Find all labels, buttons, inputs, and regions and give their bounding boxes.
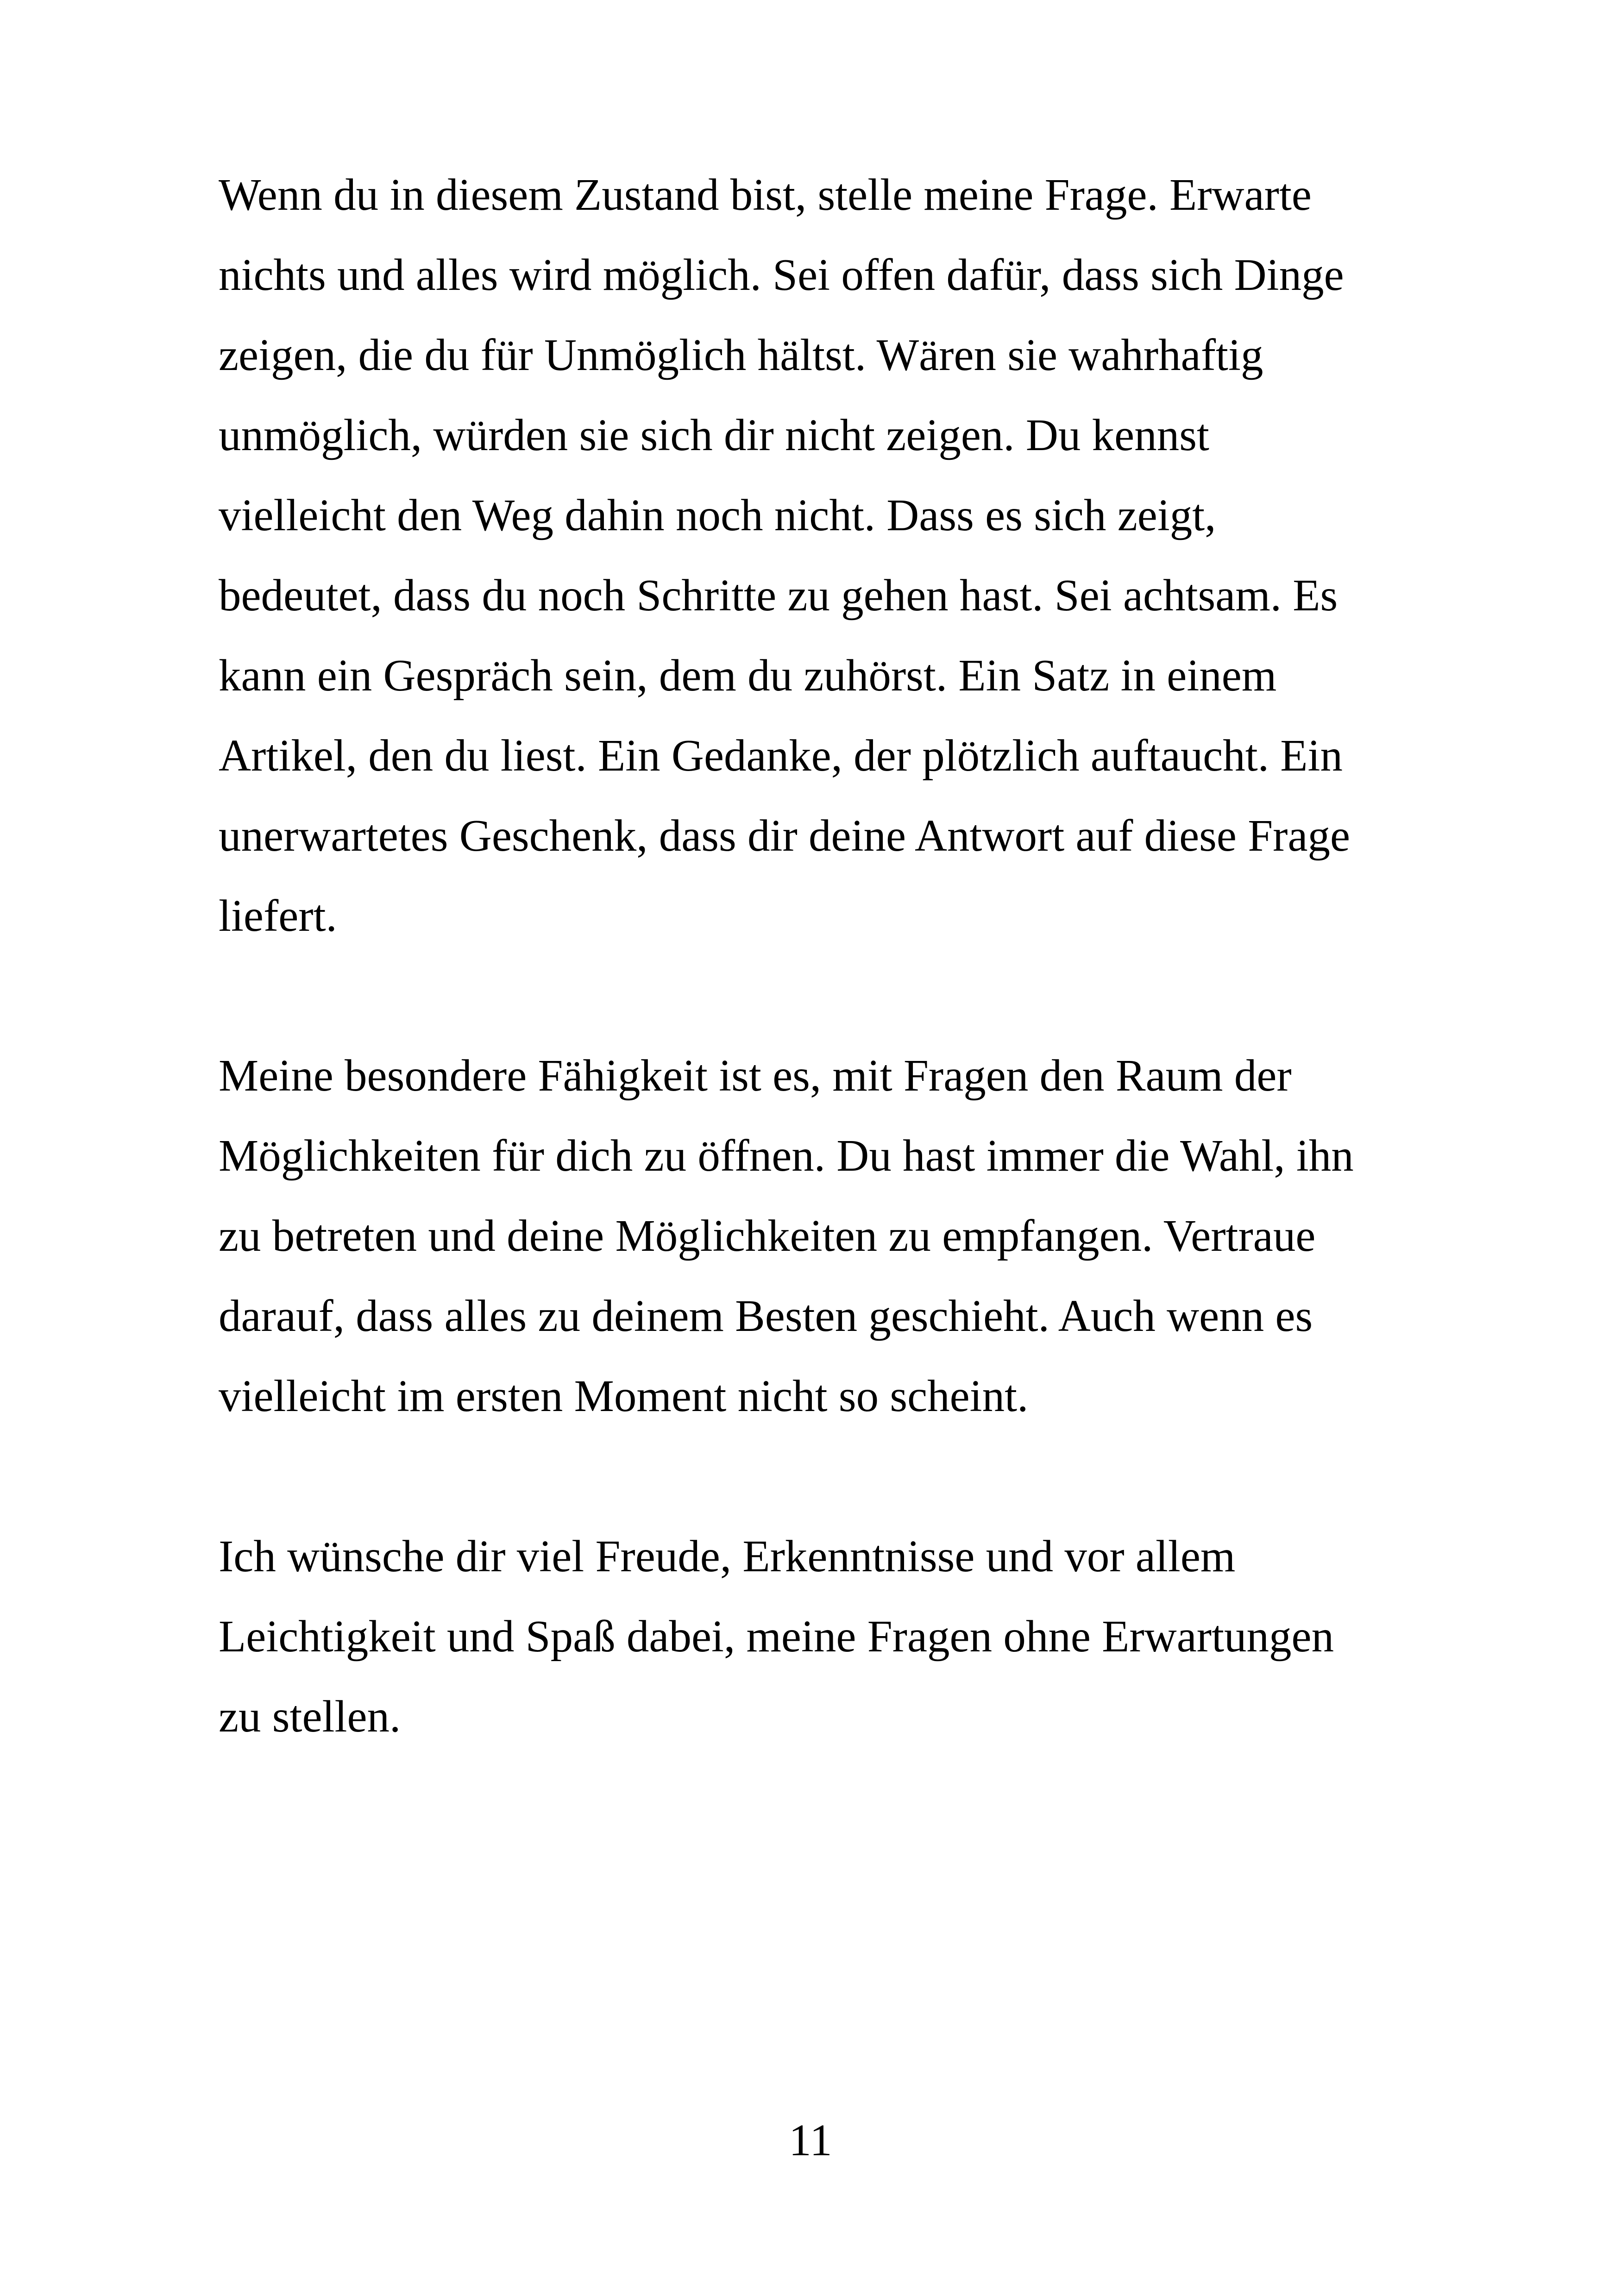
paragraph-1-line-8: Artikel, den du liest. Ein Gedanke, der plötzlich auftaucht. Ein [219, 731, 1343, 780]
page-number: 11 [789, 2115, 832, 2165]
paragraph-3-line-2: Leichtigkeit und Spaß dabei, meine Fragen ohne Erwartungen [219, 1612, 1334, 1661]
paragraph-2-line-1: Meine besondere Fähigkeit ist es, mit Fragen den Raum der [219, 1051, 1292, 1100]
paragraph-3-line-3: zu stellen. [219, 1692, 401, 1741]
paragraph-1-line-6: bedeutet, dass du noch Schritte zu gehen hast. Sei achtsam. Es [219, 571, 1338, 620]
paragraph-1-line-10: liefert. [219, 891, 337, 941]
paragraph-1-line-5: vielleicht den Weg dahin noch nicht. Dass es sich zeigt, [219, 490, 1216, 540]
paragraph-1-line-2: nichts und alles wird möglich. Sei offen dafür, dass sich Dinge [219, 250, 1344, 300]
paragraph-2-line-4: darauf, dass alles zu deinem Besten geschieht. Auch wenn es [219, 1291, 1313, 1341]
paragraph-1-line-7: kann ein Gespräch sein, dem du zuhörst. Ein Satz in einem [219, 651, 1277, 700]
paragraph-1-line-1: Wenn du in diesem Zustand bist, stelle meine Frage. Erwarte [219, 170, 1312, 220]
paragraph-1-line-9: unerwartetes Geschenk, dass dir deine Antwort auf diese Frage [219, 811, 1351, 860]
paragraph-1-line-4: unmöglich, würden sie sich dir nicht zeigen. Du kennst [219, 410, 1209, 460]
paragraph-3-line-1: Ich wünsche dir viel Freude, Erkenntnisse und vor allem [219, 1531, 1236, 1581]
paragraph-1-line-3: zeigen, die du für Unmöglich hältst. Wären sie wahrhaftig [219, 330, 1263, 380]
paragraph-2-line-2: Möglichkeiten für dich zu öffnen. Du hast immer die Wahl, ihn [219, 1131, 1354, 1180]
paragraph-2-line-5: vielleicht im ersten Moment nicht so scheint. [219, 1371, 1029, 1421]
paragraph-2-line-3: zu betreten und deine Möglichkeiten zu empfangen. Vertraue [219, 1211, 1316, 1261]
